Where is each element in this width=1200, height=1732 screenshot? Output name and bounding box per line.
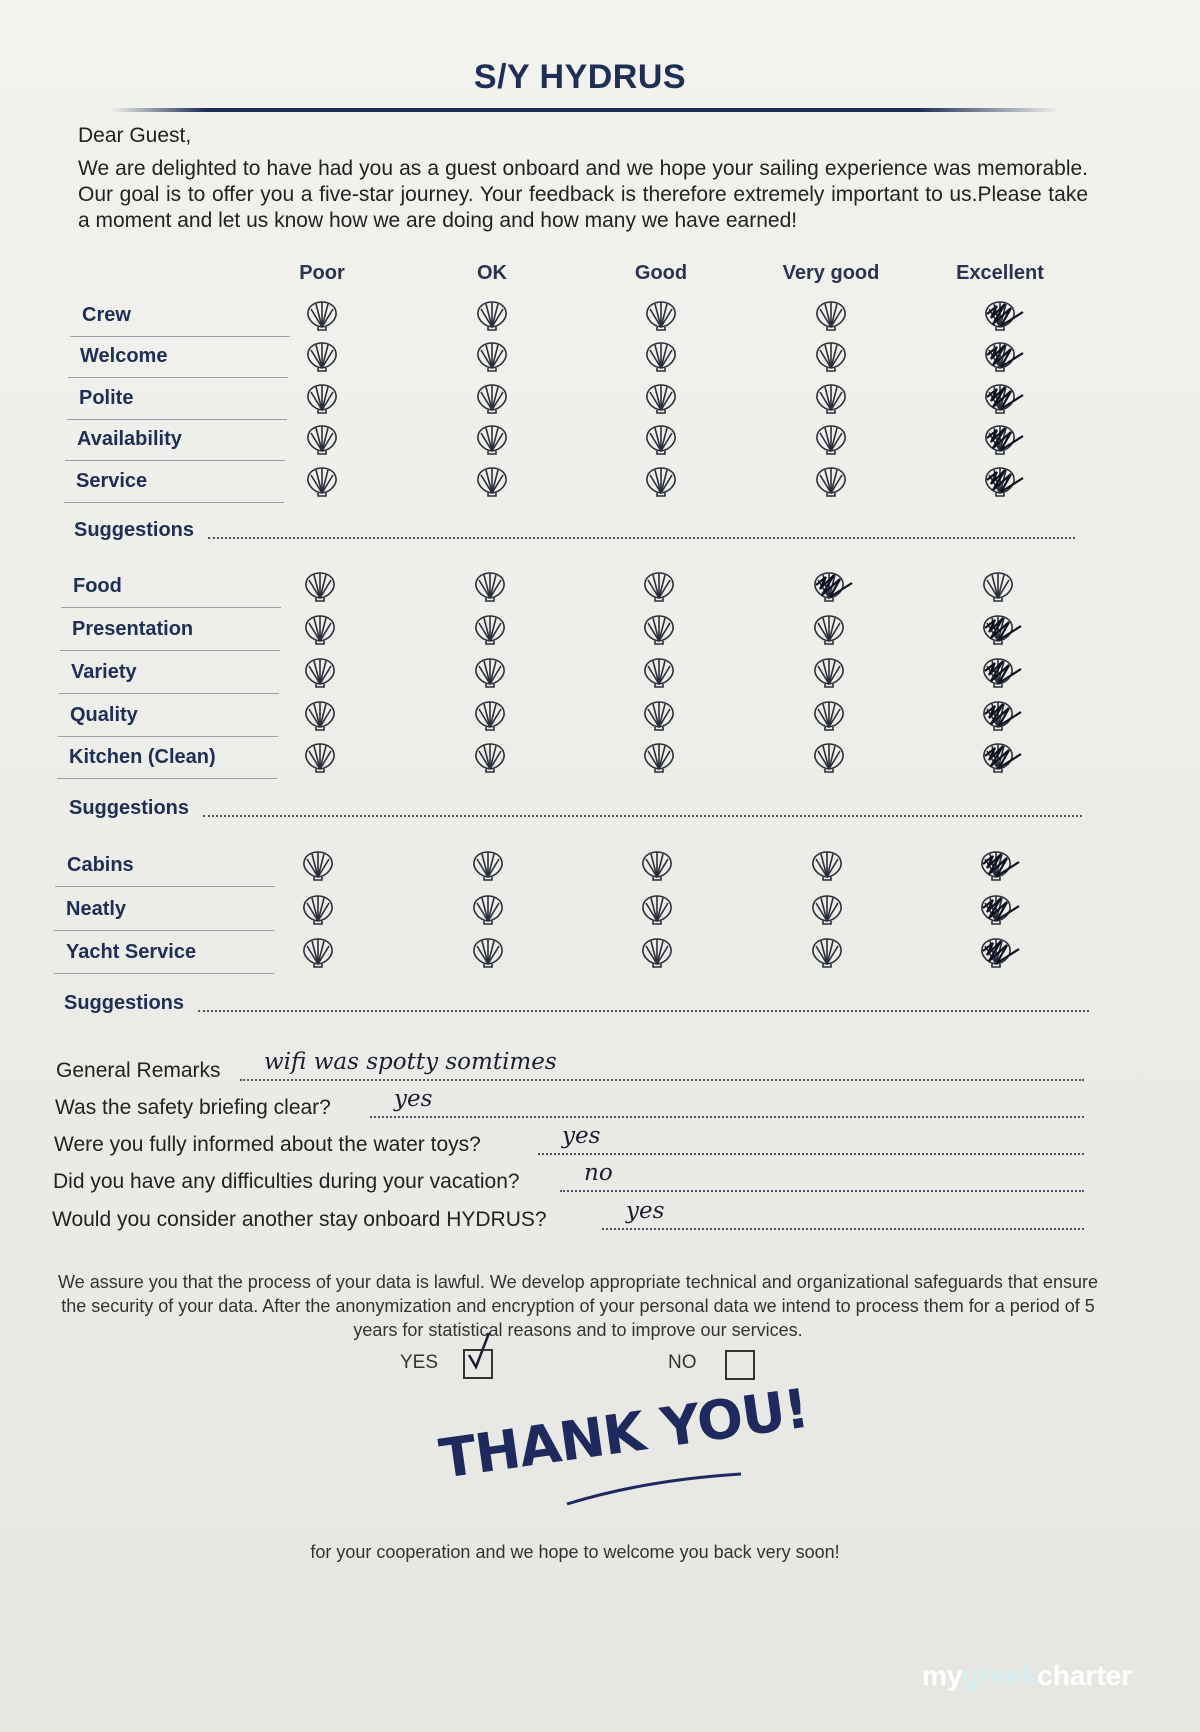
question-text: Would you consider another stay onboard HYDRUS? [52, 1208, 547, 1231]
row-label-food: Food [73, 575, 122, 597]
row-label-neatly: Neatly [66, 898, 127, 920]
row-divider [68, 377, 288, 378]
handwritten-answer: yes [562, 1123, 601, 1149]
handwritten-answer: wifi was spotty somtimes [264, 1049, 557, 1075]
shell-icon[interactable] [981, 614, 1015, 646]
shell-icon[interactable] [471, 850, 505, 882]
shell-icon[interactable] [814, 300, 848, 332]
shell-icon[interactable] [810, 850, 844, 882]
shell-icon[interactable] [303, 742, 337, 774]
shell-icon[interactable] [983, 300, 1017, 332]
question-text: General Remarks [56, 1059, 221, 1082]
shell-icon[interactable] [640, 937, 674, 969]
consent-no-label: NO [668, 1352, 697, 1373]
shell-icon[interactable] [473, 657, 507, 689]
row-label-quality: Quality [70, 704, 138, 726]
row-divider [64, 502, 284, 503]
suggestions-field[interactable] [203, 815, 1082, 817]
shell-icon[interactable] [475, 300, 509, 332]
shell-icon[interactable] [303, 571, 337, 603]
shell-icon[interactable] [983, 341, 1017, 373]
shell-icon[interactable] [642, 700, 676, 732]
shell-icon[interactable] [640, 894, 674, 926]
row-divider [70, 336, 290, 337]
shell-icon[interactable] [644, 424, 678, 456]
watermark-part-charter: charter [1037, 1660, 1133, 1691]
column-header-good: Good [634, 262, 688, 284]
shell-icon[interactable] [979, 850, 1013, 882]
suggestions-field[interactable] [208, 537, 1075, 539]
shell-icon[interactable] [981, 700, 1015, 732]
row-divider [54, 973, 274, 974]
row-label-variety: Variety [71, 661, 137, 683]
handwritten-answer: yes [626, 1198, 665, 1224]
answer-field[interactable] [602, 1228, 1084, 1230]
closing-text: for your cooperation and we hope to welcome you back very soon! [310, 1542, 840, 1562]
shell-icon[interactable] [475, 383, 509, 415]
greeting: Dear Guest, [78, 124, 192, 147]
shell-icon[interactable] [644, 466, 678, 498]
page-title: S/Y HYDRUS [473, 58, 687, 96]
thank-you-underline [565, 1470, 745, 1510]
shell-icon[interactable] [473, 700, 507, 732]
row-divider [65, 460, 285, 461]
suggestions-label: Suggestions [64, 992, 185, 1014]
shell-icon[interactable] [812, 700, 846, 732]
shell-icon[interactable] [301, 937, 335, 969]
row-divider [54, 930, 274, 931]
shell-icon[interactable] [642, 742, 676, 774]
row-divider [55, 886, 275, 887]
row-divider [58, 736, 278, 737]
shell-icon[interactable] [810, 894, 844, 926]
shell-icon[interactable] [812, 657, 846, 689]
shell-icon[interactable] [812, 571, 846, 603]
row-label-service: Service [76, 470, 148, 492]
consent-yes-checkbox[interactable] [463, 1349, 493, 1379]
shell-icon[interactable] [640, 850, 674, 882]
shell-icon[interactable] [305, 383, 339, 415]
shell-icon[interactable] [814, 341, 848, 373]
row-divider [60, 650, 280, 651]
shell-icon[interactable] [814, 383, 848, 415]
row-label-crew: Crew [82, 304, 131, 326]
shell-icon[interactable] [983, 383, 1017, 415]
row-divider [59, 693, 279, 694]
answer-field[interactable] [370, 1116, 1084, 1118]
checkmark-icon [465, 1343, 491, 1369]
row-label-availability: Availability [77, 428, 182, 450]
intro-paragraph: We are delighted to have had you as a guest onboard and we hope your sailing experience was memorable. Our goal is to offer you a five-star journey. Your feedback is therefore extremely important to us.Please take a moment and let us know how we are doing and how many we have earned! [78, 157, 1088, 232]
shell-icon[interactable] [473, 614, 507, 646]
question-text: Were you fully informed about the water toys? [54, 1133, 481, 1156]
question-text: Was the safety briefing clear? [55, 1096, 331, 1119]
shell-icon[interactable] [471, 937, 505, 969]
shell-icon[interactable] [642, 614, 676, 646]
row-divider [67, 419, 287, 420]
suggestions-field[interactable] [198, 1010, 1089, 1012]
column-header-poor: Poor [299, 262, 345, 284]
watermark-logo [922, 1660, 1132, 1692]
shell-icon[interactable] [305, 300, 339, 332]
handwritten-answer: no [584, 1160, 613, 1186]
shell-icon[interactable] [642, 571, 676, 603]
shell-icon[interactable] [981, 657, 1015, 689]
suggestions-label: Suggestions [69, 797, 190, 819]
shell-icon[interactable] [305, 466, 339, 498]
shell-icon[interactable] [642, 657, 676, 689]
shell-icon[interactable] [981, 742, 1015, 774]
watermark-part-greek: greek [962, 1660, 1038, 1691]
consent-yes-label: YES [400, 1352, 439, 1373]
shell-icon[interactable] [812, 614, 846, 646]
shell-icon[interactable] [475, 466, 509, 498]
shell-icon[interactable] [810, 937, 844, 969]
row-label-welcome: Welcome [80, 345, 168, 367]
shell-icon[interactable] [981, 571, 1015, 603]
shell-icon[interactable] [644, 300, 678, 332]
shell-icon[interactable] [305, 424, 339, 456]
shell-icon[interactable] [979, 894, 1013, 926]
row-divider [57, 778, 277, 779]
row-divider [61, 607, 281, 608]
shell-icon[interactable] [979, 937, 1013, 969]
column-header-excellent: Excellent [956, 262, 1044, 284]
question-text: Did you have any difficulties during your vacation? [53, 1170, 520, 1193]
shell-icon[interactable] [473, 571, 507, 603]
thank-you-heading: THANK YOU! [435, 1376, 812, 1491]
answer-field[interactable] [538, 1153, 1084, 1155]
shell-icon[interactable] [812, 742, 846, 774]
row-label-cabins: Cabins [67, 854, 134, 876]
privacy-notice: We assure you that the process of your data is lawful. We develop appropriate technical and organizational safeguards that ensure the security of your data. After the anonymization and encryption of your personal data we intend to process them for a period of 5 years for statistical reasons and to improve our services. [58, 1272, 1098, 1340]
shell-icon[interactable] [475, 424, 509, 456]
shell-icon[interactable] [473, 742, 507, 774]
shell-icon[interactable] [301, 894, 335, 926]
shell-icon[interactable] [814, 466, 848, 498]
shell-icon[interactable] [303, 700, 337, 732]
row-label-presentation: Presentation [72, 618, 194, 640]
watermark-part-my: my [922, 1660, 963, 1691]
column-header-very-good: Very good [782, 262, 880, 284]
consent-no-checkbox[interactable] [725, 1350, 755, 1380]
shell-icon[interactable] [305, 341, 339, 373]
column-header-ok: OK [477, 262, 507, 284]
row-label-kitchen-clean: Kitchen (Clean) [69, 746, 216, 768]
row-label-yacht-service: Yacht Service [66, 941, 197, 963]
shell-icon[interactable] [301, 850, 335, 882]
shell-icon[interactable] [983, 466, 1017, 498]
row-label-polite: Polite [79, 387, 134, 409]
handwritten-answer: yes [394, 1086, 433, 1112]
shell-icon[interactable] [814, 424, 848, 456]
shell-icon[interactable] [475, 341, 509, 373]
shell-icon[interactable] [983, 424, 1017, 456]
suggestions-label: Suggestions [74, 519, 195, 541]
answer-field[interactable] [240, 1079, 1084, 1081]
shell-icon[interactable] [303, 657, 337, 689]
title-divider [110, 108, 1060, 112]
shell-icon[interactable] [644, 341, 678, 373]
shell-icon[interactable] [644, 383, 678, 415]
shell-icon[interactable] [471, 894, 505, 926]
answer-field[interactable] [560, 1190, 1084, 1192]
shell-icon[interactable] [303, 614, 337, 646]
